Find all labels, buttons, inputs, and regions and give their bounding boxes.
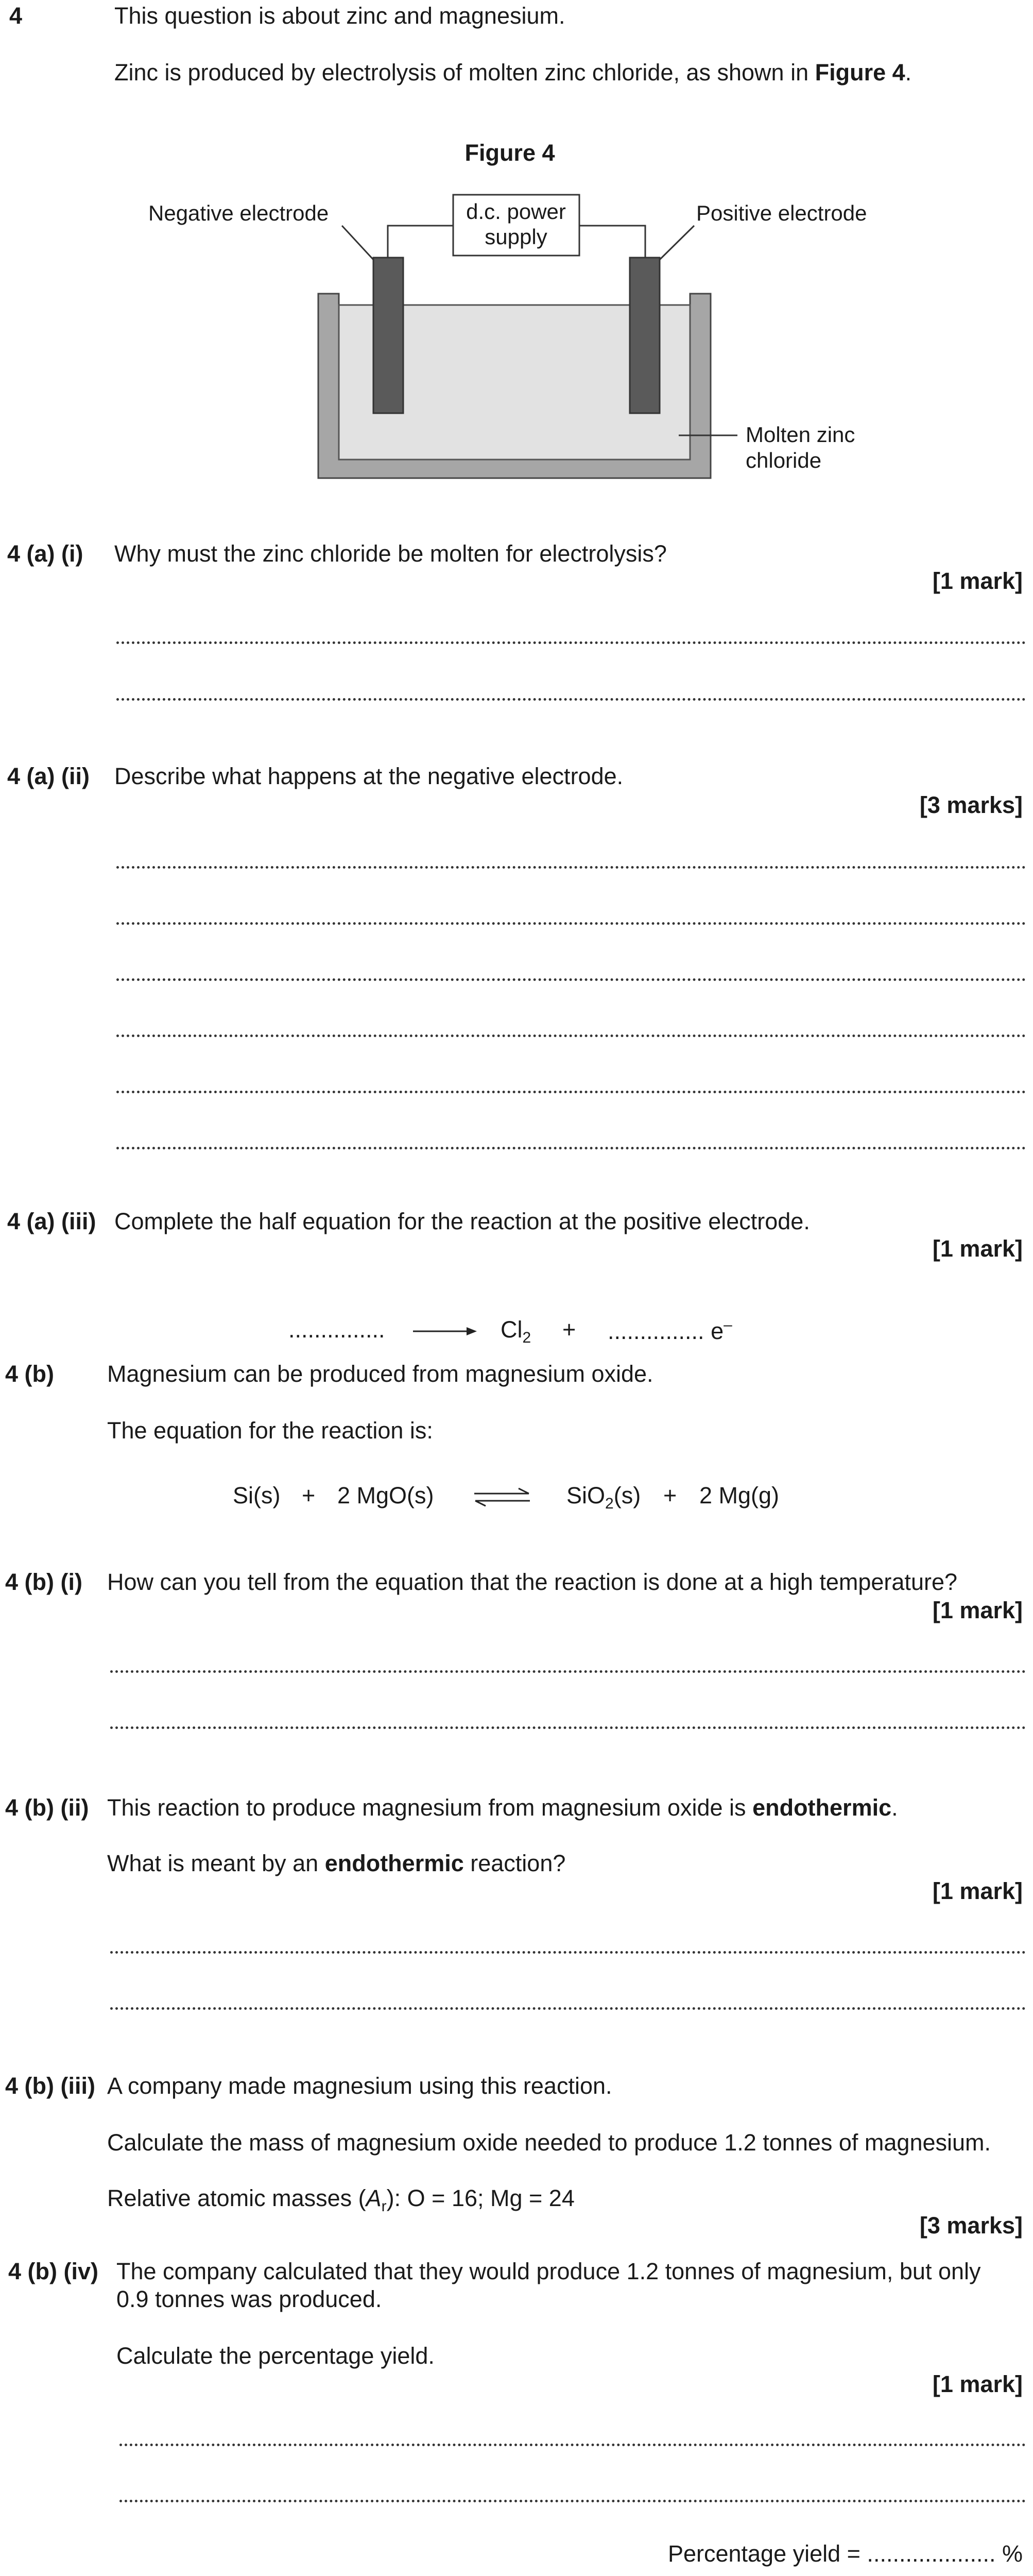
- q-a-i-label: 4 (a) (i): [7, 540, 83, 567]
- eq-product-2: 2 Mg(g): [699, 1482, 780, 1509]
- half-eq-blank-1[interactable]: ...............: [288, 1316, 385, 1343]
- positive-electrode-label: Positive electrode: [696, 201, 867, 225]
- q-b-text-2: The equation for the reaction is:: [107, 1417, 433, 1444]
- answer-line[interactable]: [116, 1091, 1026, 1093]
- q-b-i-text: How can you tell from the equation that the reaction is done at a high temperature?: [107, 1569, 958, 1595]
- q-a-iii-label: 4 (a) (iii): [7, 1208, 96, 1234]
- negative-electrode: [373, 258, 403, 413]
- answer-line[interactable]: [110, 1726, 1026, 1729]
- neg-leader: [342, 226, 373, 260]
- q-b-text: Magnesium can be produced from magnesium oxide.: [107, 1361, 653, 1387]
- equilibrium-arrows-icon: [471, 1487, 533, 1507]
- q-b-iv-text: The company calculated that they would produce 1.2 tonnes of magnesium, but only: [116, 2258, 981, 2284]
- answer-line[interactable]: [116, 1035, 1026, 1037]
- positive-electrode: [630, 258, 660, 413]
- q-b-iii-marks: [3 marks]: [919, 2212, 1023, 2239]
- q-a-iii-text: Complete the half equation for the reaction at the positive electrode.: [114, 1208, 810, 1234]
- answer-line[interactable]: [110, 1951, 1026, 1954]
- q-a-ii-text: Describe what happens at the negative electrode.: [114, 763, 624, 789]
- wire-right: [579, 226, 645, 258]
- q-a-i-text: Why must the zinc chloride be molten for electrolysis?: [114, 540, 667, 567]
- intro-text: This question is about zinc and magnesium.: [114, 3, 565, 29]
- q-a-ii-label: 4 (a) (ii): [7, 763, 90, 789]
- eq-reactant-2: 2 MgO(s): [337, 1482, 434, 1509]
- eq-product-1: SiO$_2$(s): [566, 1482, 641, 1512]
- arrow-icon: [412, 1325, 479, 1337]
- q-b-iii-text-3: Relative atomic masses $(A_r)$: O = 16; Mg = 24: [107, 2185, 575, 2215]
- answer-line[interactable]: [116, 978, 1026, 981]
- eq-plus-1: +: [302, 1482, 316, 1509]
- q-b-iii-text: A company made magnesium using this reaction.: [107, 2073, 612, 2099]
- answer-line[interactable]: [110, 2007, 1026, 2010]
- answer-line[interactable]: [116, 922, 1026, 925]
- electrolysis-diagram: [0, 0, 1033, 495]
- q-b-ii-text-2: What is meant by an endothermic reaction?: [107, 1850, 566, 1876]
- wire-left: [388, 226, 453, 258]
- q-a-i-marks: [1 mark]: [932, 568, 1023, 594]
- power-supply-label-2: supply: [485, 225, 547, 249]
- q-b-ii-text: This reaction to produce magnesium from magnesium oxide is endothermic.: [107, 1794, 898, 1821]
- answer-line[interactable]: [116, 866, 1026, 869]
- molten-label-1: Molten zinc: [746, 422, 855, 447]
- q-b-ii-marks: [1 mark]: [932, 1878, 1023, 1904]
- question-number: 4: [9, 3, 23, 29]
- q-b-i-label: 4 (b) (i): [5, 1569, 82, 1595]
- answer-line[interactable]: [119, 2500, 1026, 2502]
- q-a-iii-marks: [1 mark]: [932, 1235, 1023, 1262]
- q-b-iv-marks: [1 mark]: [932, 2371, 1023, 2397]
- answer-line[interactable]: [119, 2444, 1026, 2446]
- q-b-iv-text-cont: 0.9 tonnes was produced.: [116, 2286, 382, 2312]
- pos-leader: [660, 226, 694, 260]
- q-b-ii-label: 4 (b) (ii): [5, 1794, 89, 1821]
- intro-text-2: Zinc is produced by electrolysis of molten zinc chloride, as shown in Figure 4.: [114, 59, 912, 86]
- answer-line[interactable]: [110, 1670, 1026, 1673]
- figure-title: Figure 4: [464, 140, 555, 166]
- percentage-yield-answer[interactable]: Percentage yield = .................... %: [667, 2540, 1023, 2567]
- q-a-ii-marks: [3 marks]: [919, 792, 1023, 818]
- power-supply-label-1: d.c. power: [466, 199, 566, 224]
- half-eq-plus: +: [562, 1316, 576, 1343]
- eq-reactant-1: Si(s): [233, 1482, 281, 1509]
- q-b-i-marks: [1 mark]: [932, 1597, 1023, 1623]
- q-b-iv-text-2: Calculate the percentage yield.: [116, 2343, 435, 2369]
- answer-line[interactable]: [116, 698, 1026, 701]
- answer-line[interactable]: [116, 641, 1026, 644]
- half-eq-product: $Cl_2$: [501, 1316, 531, 1346]
- q-b-iii-label: 4 (b) (iii): [5, 2073, 95, 2099]
- half-eq-blank-2[interactable]: ............... e–: [608, 1316, 732, 1344]
- molten-label-2: chloride: [746, 448, 822, 472]
- negative-electrode-label: Negative electrode: [148, 201, 329, 225]
- q-b-label: 4 (b): [5, 1361, 54, 1387]
- eq-plus-2: +: [663, 1482, 677, 1509]
- answer-line[interactable]: [116, 1147, 1026, 1149]
- q-b-iv-label: 4 (b) (iv): [8, 2258, 98, 2284]
- q-b-iii-text-2: Calculate the mass of magnesium oxide needed to produce 1.2 tonnes of magnesium.: [107, 2129, 991, 2156]
